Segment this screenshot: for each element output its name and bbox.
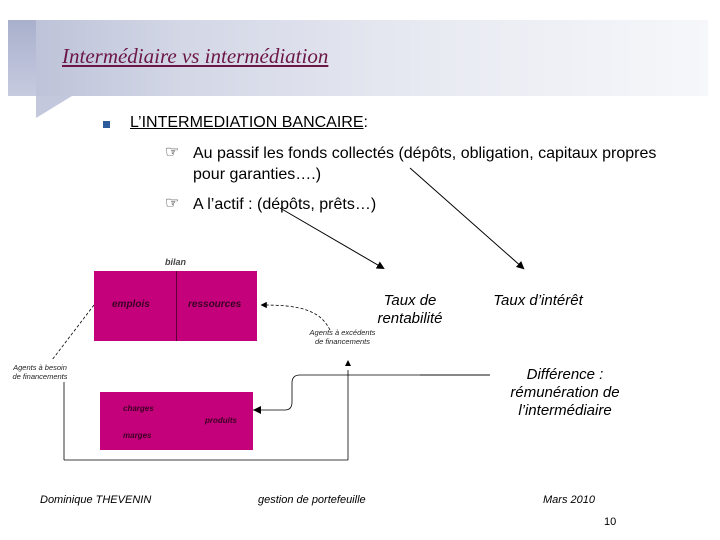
bullet-heading-text: L’INTERMEDIATION BANCAIRE: [130, 114, 364, 131]
bullet-heading-colon: :: [363, 114, 368, 131]
line-emplois-to-besoin: [52, 305, 94, 360]
ressources-label: ressources: [188, 299, 242, 310]
curved-arrow-back: [253, 375, 490, 410]
difference-label: Différence : rémunération de l’intermédiaire: [510, 366, 620, 419]
emplois-label: emplois: [112, 299, 150, 310]
arrow-to-taux-rentabilite: [280, 208, 383, 268]
taux-rentabilite-label: Taux de rentabilité: [377, 292, 443, 327]
footer-date: Mars 2010: [543, 494, 595, 506]
sub-bullet-passif: Au passif les fonds collectés (dépôts, obligation, capitaux propres pour garanties….): [193, 145, 657, 183]
agents-besoin-label: Agents à besoin de financements: [12, 363, 68, 381]
bilan-label: bilan: [165, 257, 187, 267]
footer-author: Dominique THEVENIN: [40, 494, 152, 506]
slide-title: Intermédiaire vs intermédiation: [62, 44, 329, 68]
small-arrow-up: [345, 360, 351, 366]
arrowhead-back: [253, 406, 261, 414]
arrow-to-taux-interet: [410, 168, 523, 268]
agents-excedents-label: Agents à excédents de financements: [309, 328, 376, 346]
footer-course: gestion de portefeuille: [258, 494, 366, 506]
sub-bullet-actif: A l’actif : (dépôts, prêts…): [193, 196, 377, 213]
page-number: 10: [604, 516, 617, 528]
produits-label: produits: [205, 416, 237, 425]
pointing-finger-icon: ☞: [165, 195, 180, 212]
marges-label: marges: [123, 431, 152, 440]
charges-label: charges: [123, 404, 154, 413]
arrow-excedents-to-ressources: [262, 305, 330, 330]
taux-interet-label: Taux d’intérêt: [493, 292, 583, 309]
pointing-finger-icon: ☞: [165, 144, 180, 161]
bilan-divider: [176, 271, 177, 341]
